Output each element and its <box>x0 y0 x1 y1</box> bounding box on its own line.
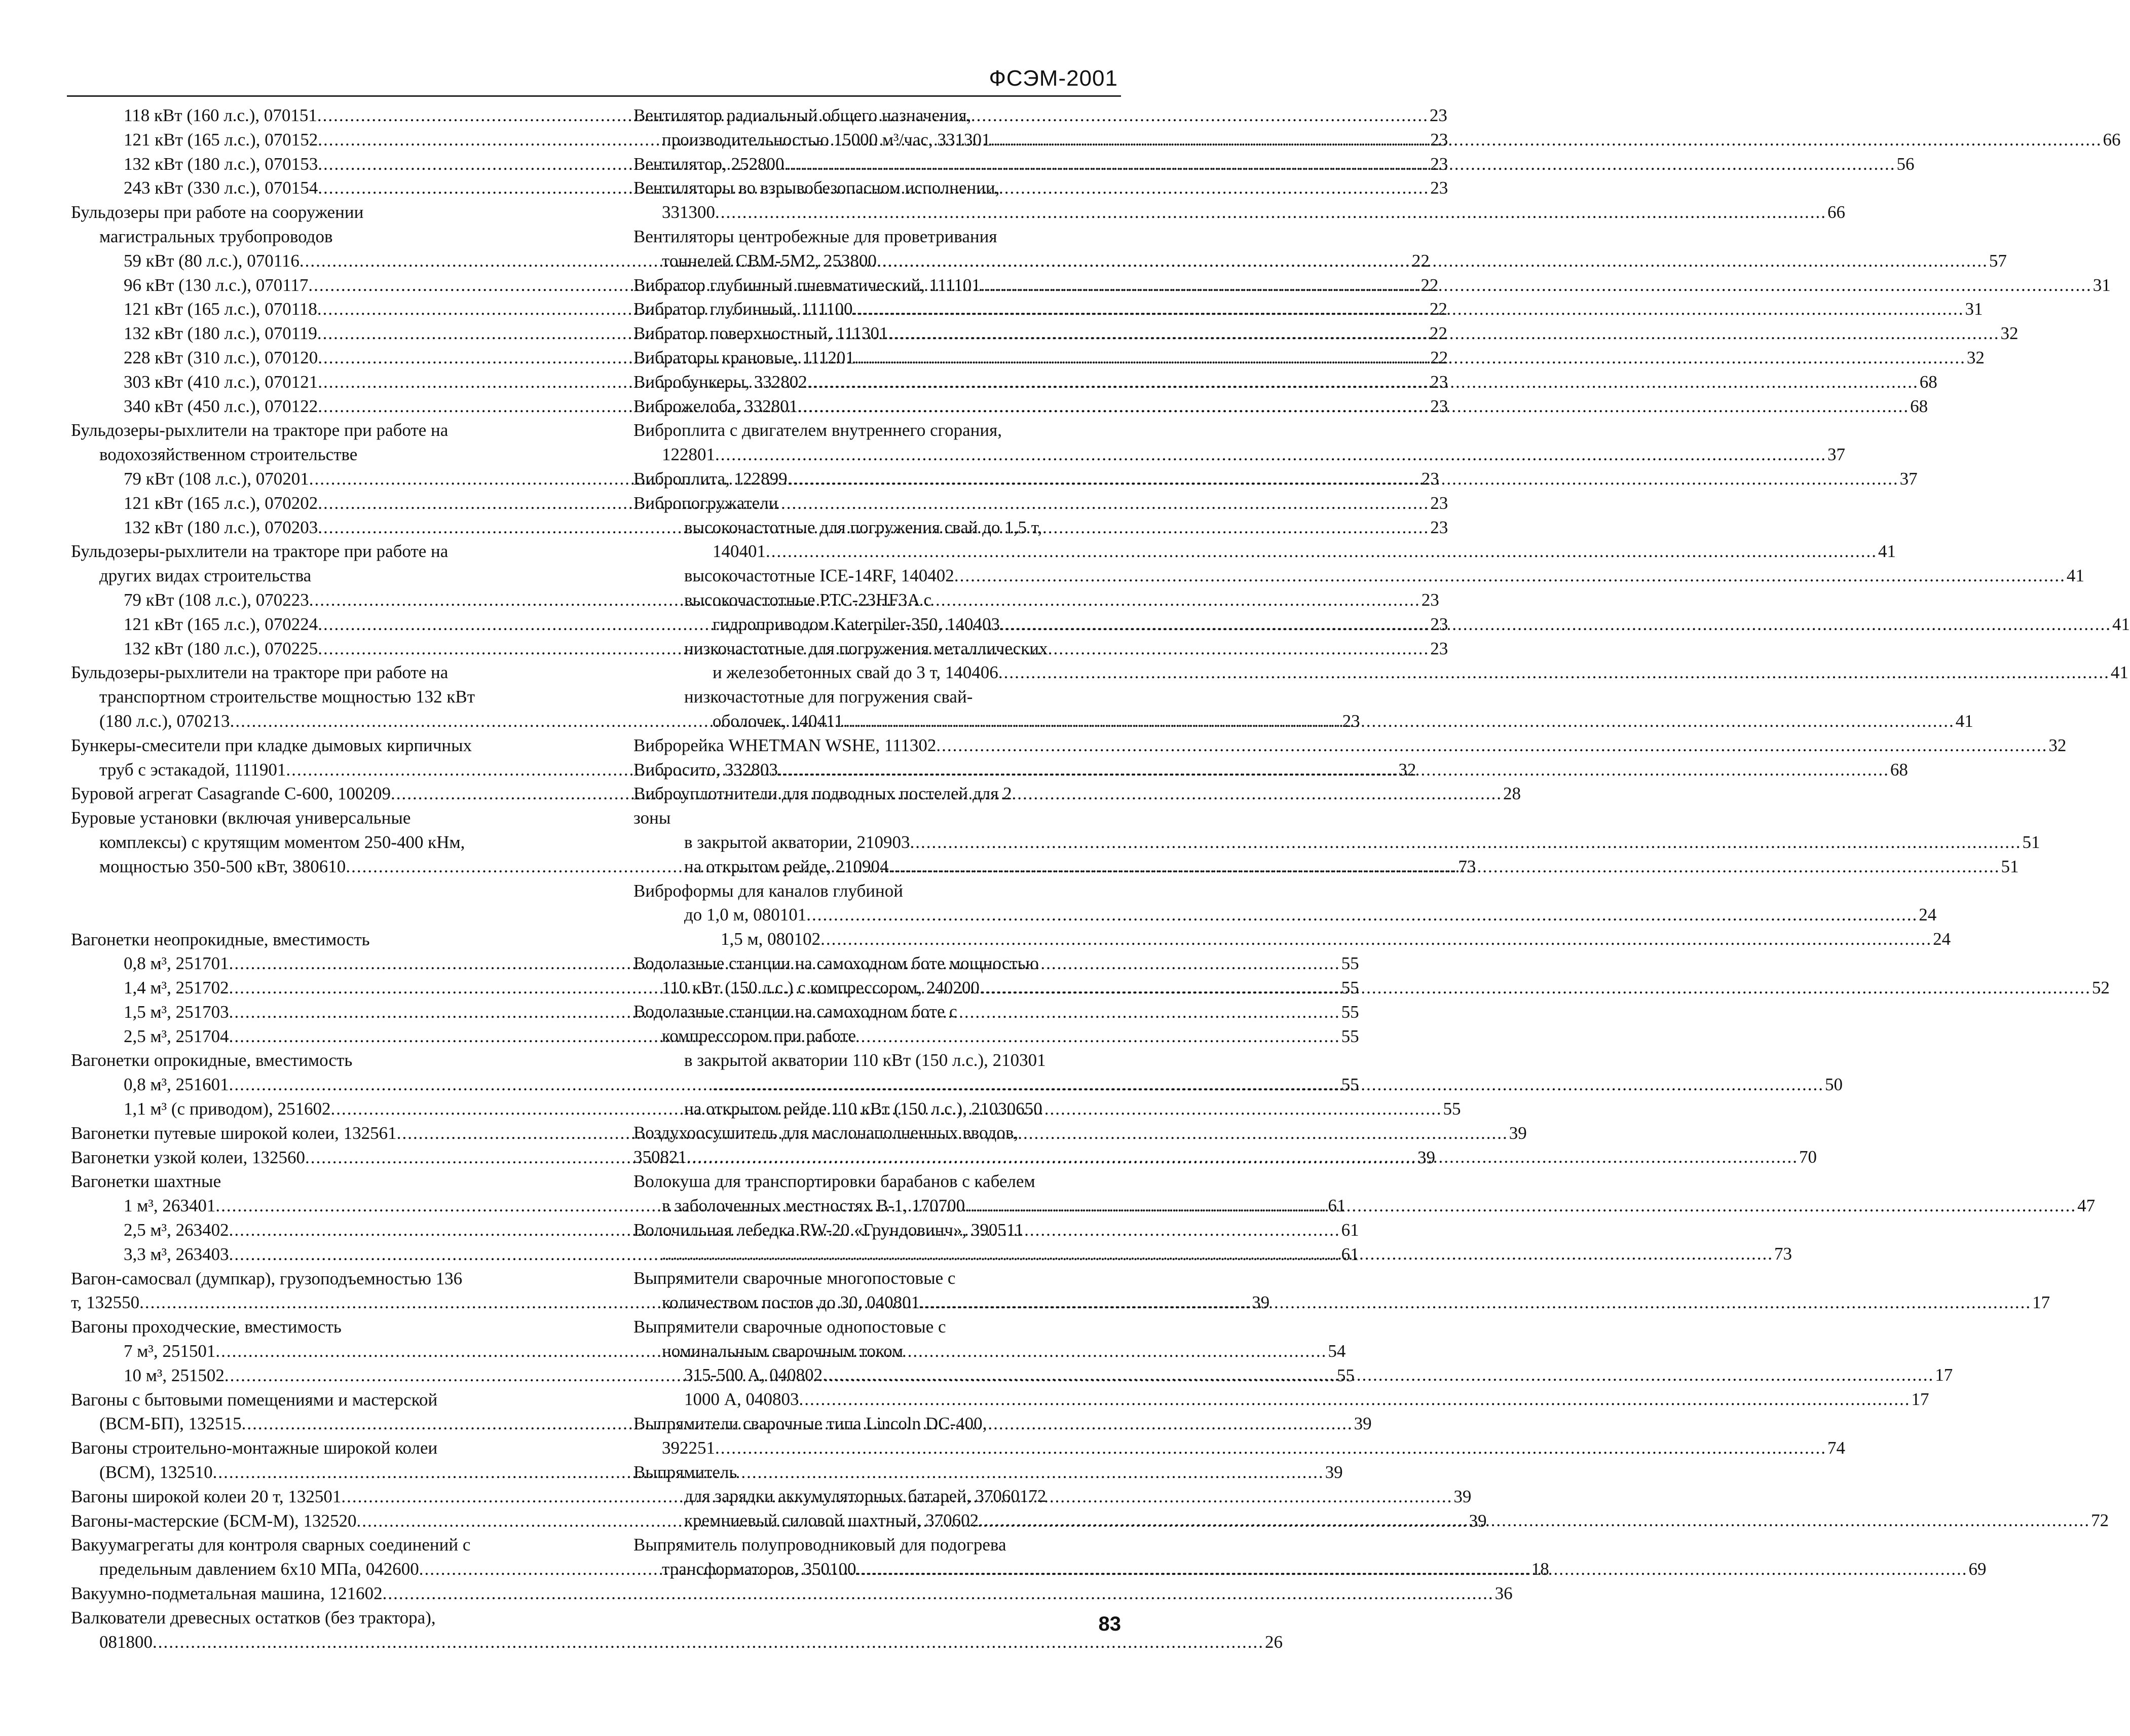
index-entry: в закрытой акватории, 210903 ..... 51 <box>633 830 1120 855</box>
index-entry: 121 кВт (165 л.с.), 070202 ..... 23 <box>71 491 552 515</box>
index-entry: Выпрямитель полупроводниковый для подогрева трансформаторов, 350100 ..... 69 <box>633 1533 1120 1581</box>
index-entry: Виброжелоба, 332801 ..... 68 <box>633 394 1120 419</box>
index-heading: Бульдозеры-рыхлители на тракторе при работе на водохозяйственном строительстве <box>71 420 449 465</box>
section-gap <box>71 903 552 928</box>
index-heading: Вагонетки неопрокидные, вместимость <box>71 929 370 949</box>
index-entry: 132 кВт (180 л.с.), 070225 ..... 23 <box>71 637 552 661</box>
index-entry: Вагонетки путевые широкой колеи, 132561 ..... 39 <box>71 1121 552 1146</box>
index-entry: Вагонетки узкой колеи, 132560 ..... 39 <box>71 1146 552 1170</box>
index-entry: 10 м³, 251502 ..... 55 <box>71 1363 552 1388</box>
index-entry: 1,1 м³ (с приводом), 251602 ..... 55 <box>71 1097 552 1121</box>
index-entry: 1,5 м, 080102 ..... 24 <box>633 927 1120 951</box>
index-entry: 228 кВт (310 л.с.), 070120 ..... 22 <box>71 346 552 370</box>
index-heading: Бульдозеры при работе на сооружении магистральных трубопроводов <box>71 202 364 246</box>
index-entry: Вибробункеры, 332802 ..... 68 <box>633 370 1120 394</box>
index-entry: 1,4 м³, 251702 ..... 55 <box>71 976 552 1000</box>
index-entry: Вибратор поверхностный, 111301 ..... 32 <box>633 321 1120 346</box>
index-entry: Вибросито, 332803 ..... 68 <box>633 758 1120 782</box>
index-entry: 340 кВт (450 л.с.), 070122 ..... 23 <box>71 394 552 419</box>
index-entry: Вентиляторы центробежные для проветривания тоннелей СВМ-5М2, 253800 ..... 57 <box>633 225 1120 273</box>
index-entry: низкочастотные для погружения металлических и железобетонных свай до 3 т, 140406 ..... 41 <box>633 637 1120 685</box>
index-entry: Вибраторы крановые, 111201 ..... 32 <box>633 346 1120 370</box>
index-entry: для зарядки аккумуляторных батарей, 37060172 <box>684 1486 1047 1506</box>
index-entry: на открытом рейде 110 кВт (150 л.с.), 21030650 <box>684 1098 1042 1119</box>
index-entry: высокочастотные для погружения свай до 1,5 т, 140401 ..... 41 <box>633 515 1120 564</box>
index-entry: Вентилятор радиальный общего назначения, производительностью 15000 м³/час, 331301 ..... 66 <box>633 103 1120 152</box>
index-entry: 243 кВт (330 л.с.), 070154 ..... 23 <box>71 176 552 200</box>
index-entry: низкочастотные для погружения свай- оболочек, 140411 ..... 41 <box>633 685 1120 733</box>
index-entry: Вибратор глубинный пневматический, 111101 ..... 31 <box>633 273 1120 298</box>
index-entry: Волочильная лебедка RW-20 «Грундовинч», 390511 .....73 <box>633 1218 1120 1267</box>
index-entry: 121 кВт (165 л.с.), 070152 ..... 23 <box>71 128 552 152</box>
index-entry: Виброрейка WHETMAN WSHE, 111302 ..... 32 <box>633 733 1120 758</box>
index-entry: Вакуумагрегаты для контроля сварных соединений с предельным давлением 6х10 МПа, 042600 ..... 18 <box>71 1533 552 1581</box>
index-entry: 2,5 м³, 263402 ..... 61 <box>71 1218 552 1242</box>
index-entry: 303 кВт (410 л.с.), 070121 ..... 23 <box>71 370 552 394</box>
index-entry: Вагоны строительно-монтажные широкой колеи (ВСМ), 132510 ..... 39 <box>71 1436 552 1485</box>
index-entry: Вакуумно-подметальная машина, 121602 ..... 36 <box>71 1581 552 1606</box>
index-heading: Вагонетки опрокидные, вместимость <box>71 1050 353 1070</box>
index-entry: 132 кВт (180 л.с.), 070153 ..... 23 <box>71 152 552 176</box>
index-entry: Вагоны широкой колеи 20 т, 132501 ..... 39 <box>71 1485 552 1509</box>
index-heading: Виброформы для каналов глубиной <box>633 880 903 901</box>
index-entry: 2,5 м³, 251704 ..... 55 <box>71 1024 552 1049</box>
index-entry: Вагон-самосвал (думпкар), грузоподъемностью 136 т, 132550 ..... 39 <box>71 1267 552 1315</box>
index-entry: 132 кВт (180 л.с.), 070203 ..... 23 <box>71 515 552 540</box>
index-entry: 0,8 м³, 251601 ..... 55 <box>71 1073 552 1097</box>
index-entry: 59 кВт (80 л.с.), 070116 ..... 22 <box>71 249 552 273</box>
index-heading: Выпрямитель <box>633 1462 737 1482</box>
index-heading: Виброуплотнители для подводных постелей для 2 зоны <box>633 784 1012 828</box>
section-gap <box>71 879 552 903</box>
index-entry: 96 кВт (130 л.с.), 070117 ..... 22 <box>71 273 552 298</box>
index-entry: 1 м³, 263401 ..... 61 <box>71 1194 552 1218</box>
index-entry: Валкователи древесных остатков (без трактора), 081800 ..... 26 <box>71 1606 552 1654</box>
index-heading: Водолазные станции на самоходном боте с компрессором при работе <box>633 1002 957 1046</box>
index-entry: Виброплита, 122899 ..... 37 <box>633 467 1120 491</box>
index-entry: 315-500 А, 040802 ..... 17 <box>633 1363 1120 1387</box>
index-entry: 132 кВт (180 л.с.), 070119 ..... 22 <box>71 321 552 346</box>
index-heading: Вибропогружатели <box>633 493 778 513</box>
index-entry: Вагоны-мастерские (БСМ-М), 132520 ..... 39 <box>71 1509 552 1533</box>
index-entry: Вентилятор, 252800 ..... 56 <box>633 152 1120 176</box>
index-entry: 121 кВт (165 л.с.), 070224 ..... 23 <box>71 612 552 637</box>
index-entry: Вибратор глубинный, 111100 ..... 31 <box>633 297 1120 321</box>
index-entry: Воздухоосушитель для маслонаполненных вводов, 350821 ..... 70 <box>633 1121 1120 1169</box>
index-entry: Буровой агрегат Casagrande C-600, 100209 ..... 28 <box>71 782 552 806</box>
index-entry: 118 кВт (160 л.с.), 070151 ..... 23 <box>71 103 552 128</box>
index-entry: 79 кВт (108 л.с.), 070223 ..... 23 <box>71 588 552 612</box>
index-entry: Виброплита с двигателем внутреннего сгорания, 122801 ..... 37 <box>633 418 1120 467</box>
index-entry: Бульдозеры-рыхлители на тракторе при работе на транспортном строительстве мощностью 132 кВт (180 л.с.), 070213 ..... 23 <box>71 660 552 733</box>
index-entry: 0,8 м³, 251701 ..... 55 <box>71 951 552 976</box>
index-heading: Бульдозеры-рыхлители на тракторе при работе на других видах строительства <box>71 541 449 586</box>
index-entry: 3,3 м³, 263403 ..... 61 <box>71 1242 552 1267</box>
index-entry: Выпрямители сварочные типа Lincoln DC-400, 392251 ..... 74 <box>633 1412 1120 1460</box>
index-entry: 1000 А, 040803 ..... 17 <box>633 1387 1120 1412</box>
index-entry: кремниевый силовой шахтный, 370602 ..... 72 <box>633 1508 1120 1533</box>
index-entry: 121 кВт (165 л.с.), 070118 ..... 22 <box>71 297 552 321</box>
document-code: ФСЭМ-2001 <box>989 66 1118 91</box>
page-number: 83 <box>1098 1613 1121 1635</box>
index-entry: 7 м³, 251501 ..... 54 <box>71 1339 552 1363</box>
index-entry: Выпрямители сварочные многопостовые с количеством постов до 30, 040801 ..... 17 <box>633 1266 1120 1315</box>
index-entry: до 1,0 м, 080101 ..... 24 <box>633 903 1120 927</box>
index-entry: Волокуша для транспортировки барабанов с кабелем в заболоченных местностях В-1, 170700 ..... 47 <box>633 1169 1120 1218</box>
page-header <box>67 65 1121 97</box>
index-entry: в закрытой акватории 110 кВт (150 л.с.), 210301 .....50 <box>633 1048 1120 1097</box>
index-entry: Водолазные станции на самоходном боте мощностью 110 кВт (150 л.с.) с компрессором, 240200 ..... 52 <box>633 951 1120 1000</box>
index-entry: Вентиляторы во взрывобезопасном исполнении, 331300 ..... 66 <box>633 176 1120 225</box>
index-entry: Буровые установки (включая универсальные комплексы) с крутящим моментом 250-400 кНм, мощностью 350-500 кВт, 380610 ..... 73 <box>71 806 552 878</box>
index-entry: высокочастотные ICE-14RF, 140402 ..... 41 <box>633 564 1120 588</box>
index-entry: высокочастотные PTC-23HF3A с гидроприводом Katerpiler-350, 140403 ..... 41 <box>633 588 1120 637</box>
index-entry: Вагоны с бытовыми помещениями и мастерской (ВСМ-БП), 132515 ..... 39 <box>71 1388 552 1436</box>
index-entry: 79 кВт (108 л.с.), 070201 ..... 23 <box>71 467 552 491</box>
index-entry: 1,5 м³, 251703 ..... 55 <box>71 1000 552 1024</box>
index-entry: Бункеры-смесители при кладке дымовых кирпичных труб с эстакадой, 111901 ..... 32 <box>71 733 552 782</box>
index-heading: Выпрямители сварочные однопостовые с номинальным сварочным током <box>633 1316 946 1361</box>
index-heading: Вагонетки шахтные <box>71 1171 221 1192</box>
index-heading: Вагоны проходческие, вместимость <box>71 1317 342 1337</box>
index-entry: на открытом рейде, 210904 ..... 51 <box>633 855 1120 879</box>
